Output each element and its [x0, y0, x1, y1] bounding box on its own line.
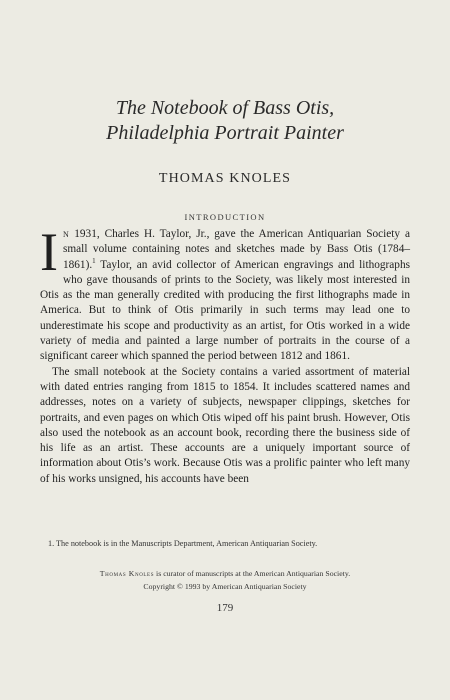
paragraph-1-text-b: Taylor, an avid collector of American engravings and lithographs who gave thousands of prints to the Society, was likely most interested in Otis as the man generally credited with producing the first lithographs made in America. But to think of Otis primarily in such terms may lead one to underestimate his scope and productivity as an artist, for Otis worked in a wide variety of media and painted a large number of portraits in the course of a significant career which spanned the period between 1812 and 1861.: [40, 258, 410, 363]
paragraph-2: The small notebook at the Society contains a varied assortment of material with dated entries ranging from 1815 to 1854. It includes scattered names and addresses, notes on a variety of subjects, newspaper clippings, sketches for portraits, and even pages on which Otis wiped off his paint brush. However, Otis also used the notebook as an account book, recording there the business side of his life as an artist. These accounts are a uniquely important source of information about Otis’s work. Because Otis was a prolific painter who left many of his works unsigned, his accounts have been: [40, 365, 410, 485]
paragraph-1-text-a: 1931, Charles H. Taylor, Jr., gave the American Antiquarian Society a small volume containing notes and sketches made by Bass Otis (1784–1861).: [62, 228, 410, 271]
article-title-line-1: The Notebook of Bass Otis,: [115, 97, 335, 119]
drop-cap: I: [40, 222, 58, 282]
paragraph-1: [40, 222, 410, 365]
footnote-reference: 1: [92, 256, 96, 265]
opening-small-caps: n: [62, 228, 70, 240]
credit-author-role: is curator of manuscripts at the American Antiquarian Society.: [154, 569, 351, 578]
credit-author-name: Thomas Knoles: [99, 569, 155, 578]
author-credit: [0, 567, 450, 593]
section-heading: INTRODUCTION: [184, 212, 266, 222]
author-credit-line: [0, 567, 450, 580]
article-title: [0, 96, 450, 146]
article-author: THOMAS KNOLES: [158, 171, 292, 186]
footnote: 1. The notebook is in the Manuscripts Department, American Antiquarian Society.: [48, 539, 318, 548]
page-number: 179: [216, 602, 234, 614]
article-title-line-2: Philadelphia Portrait Painter: [106, 122, 344, 144]
copyright-line: Copyright © 1993 by American Antiquarian Society: [143, 582, 307, 591]
article-body: [40, 222, 410, 487]
